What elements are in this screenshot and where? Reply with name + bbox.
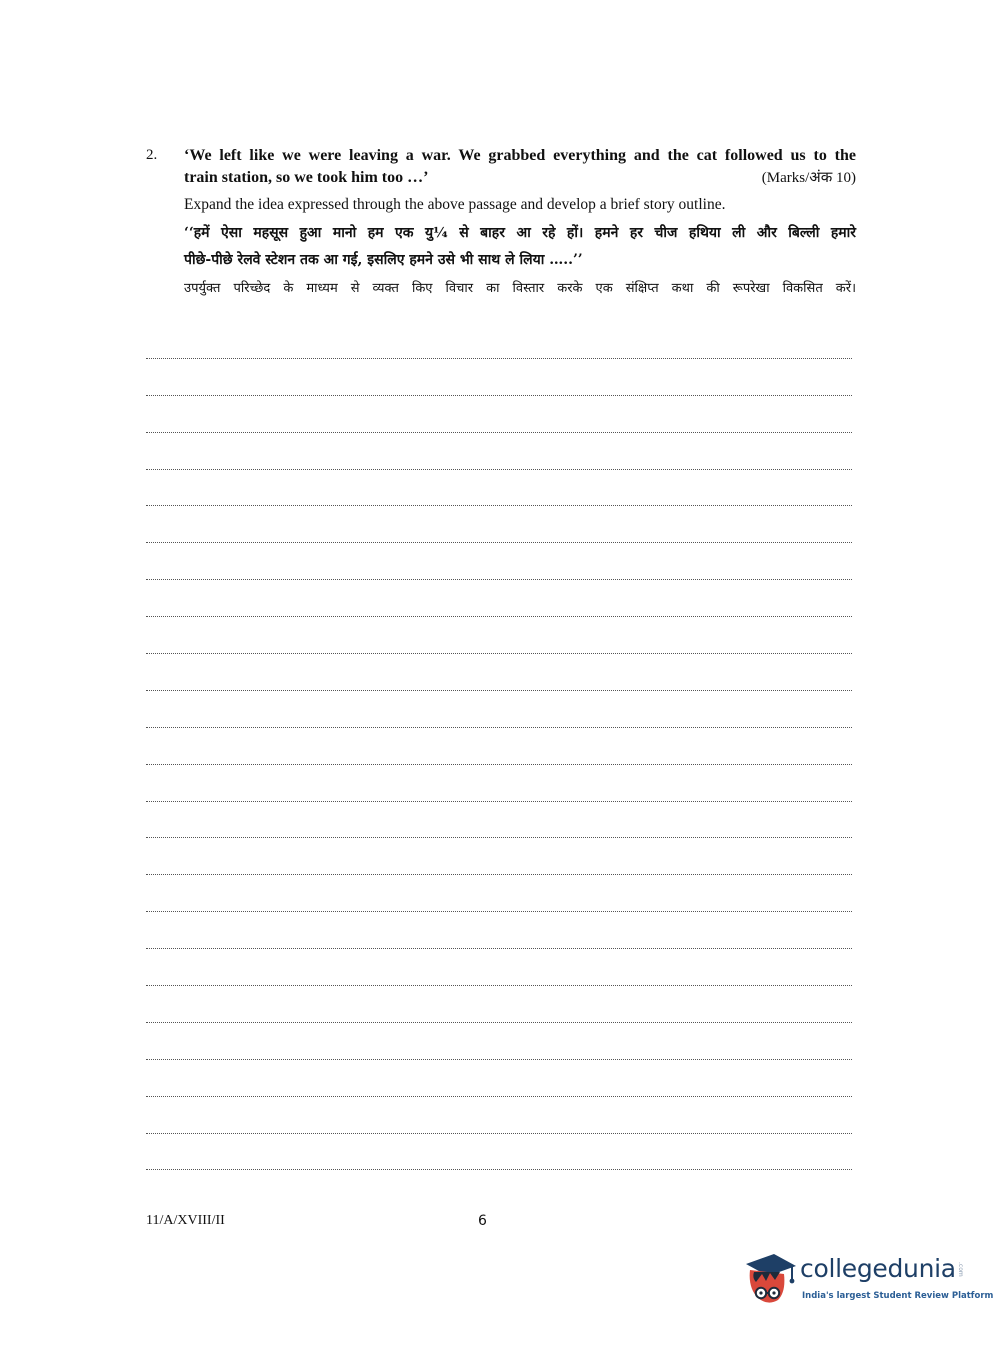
answer-line <box>146 765 852 802</box>
instruction-english: Expand the idea expressed through the above passage and develop a brief story outline. <box>184 196 726 213</box>
marks-label: (Marks/अंक 10) <box>761 170 856 186</box>
answer-line <box>146 1060 852 1097</box>
answer-line <box>146 949 852 986</box>
paper-code: 11/A/XVIII/II <box>146 1213 225 1228</box>
answer-line <box>146 1023 852 1060</box>
answer-lines <box>146 322 852 1170</box>
question-number: 2. <box>146 147 158 163</box>
answer-line <box>146 912 852 949</box>
page-number: 6 <box>478 1213 487 1229</box>
answer-line <box>146 802 852 839</box>
question-quote-english <box>184 145 856 189</box>
answer-line <box>146 322 852 359</box>
answer-line <box>146 654 852 691</box>
quote-hi-line-1: ‘‘हमें ऐसा महसूस हुआ मानो हम एक यु¼ से बाहर आ रहे हों। हमने हर चीज हथिया ली और बिल्ली हमारे <box>184 225 856 241</box>
quote-en-line-1: ‘We left like we were leaving a war. We grabbed everything and the cat followed us to the <box>184 147 856 164</box>
answer-line <box>146 617 852 654</box>
instruction-hindi: उपर्युक्त परिच्छेद के माध्यम से व्यक्त किए विचार का विस्तार करके एक संक्षिप्त कथा की रूपरेखा विकसित करें। <box>184 281 856 296</box>
brand-domain: .com <box>957 1262 964 1277</box>
answer-line <box>146 433 852 470</box>
answer-line <box>146 543 852 580</box>
answer-line <box>146 1097 852 1134</box>
quote-hi-line-2: पीछे-पीछे रेलवे स्टेशन तक आ गई, इसलिए हमने उसे भी साथ ले लिया …..’’ <box>184 252 583 268</box>
student-mascot-icon <box>742 1248 798 1310</box>
answer-line <box>146 396 852 433</box>
answer-line <box>146 728 852 765</box>
answer-line <box>146 875 852 912</box>
quote-en-line-2: train station, so we took him too …’ <box>184 169 429 186</box>
answer-line <box>146 580 852 617</box>
answer-line <box>146 506 852 543</box>
question-quote-hindi <box>184 220 856 274</box>
answer-line <box>146 838 852 875</box>
answer-line <box>146 470 852 507</box>
answer-line <box>146 986 852 1023</box>
answer-line <box>146 359 852 396</box>
collegedunia-watermark <box>742 1248 994 1313</box>
answer-line <box>146 1134 852 1171</box>
brand-name: collegedunia <box>800 1254 956 1283</box>
answer-line <box>146 691 852 728</box>
brand-tagline: India's largest Student Review Platform <box>802 1291 994 1301</box>
